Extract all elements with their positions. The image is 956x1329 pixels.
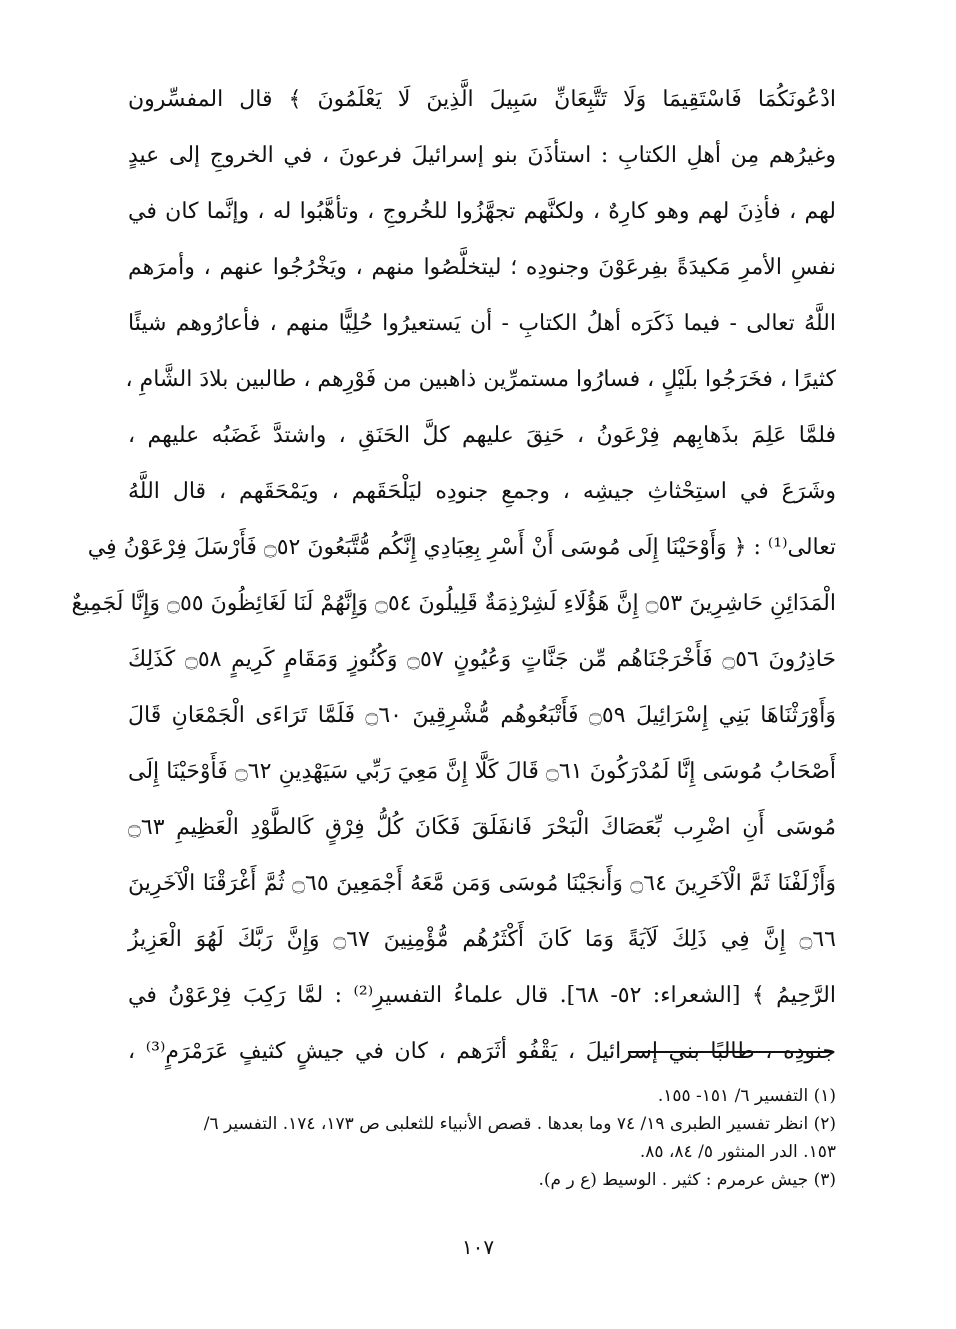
text-line-17: الرَّحِيمُ ﴾ [الشعراء: ٥٢- ٦٨]. قال علماءُ التفسيرِ⁽²⁾ : لمَّا رَكِبَ فِرْعَوْنُ في <box>128 983 836 1008</box>
footnotes <box>128 1082 836 1194</box>
text-line-16: ۝٦٦ إِنَّ فِي ذَلِكَ لَآيَةً وَمَا كَانَ أَكْثَرُهُم مُّؤْمِنِينَ ۝٦٧ وَإِنَّ رَبَّكَ لَهُوَ الْعَزِيزُ <box>128 927 836 952</box>
footnote-2-continued: ١٥٣. الدر المنثور ٥/ ٨٤، ٨٥. <box>639 1142 836 1162</box>
text-line-5: اللَّهُ تعالى - فيما ذَكَرَه أهلُ الكتابِ - أن يَستعيرُوا حُلِيًّا منهم ، فأعارُوهم شيئًا <box>128 311 836 336</box>
main-text <box>71 72 837 1080</box>
text-line-18: جنودِه ، طالبًا بني إسرائيلَ ، يَقْفُو أثَرَهم ، كان في جيشٍ كثيفٍ عَرَمْرَمٍ⁽³⁾ ، <box>128 1039 836 1064</box>
text-line-10: الْمَدَائِنِ حَاشِرِينَ ۝٥٣ إِنَّ هَؤُلَاءِ لَشِرْذِمَةٌ قَلِيلُونَ ۝٥٤ وَإِنَّهُمْ لَنَا لَغَائِظُونَ ۝٥٥ وَإِنَّا لَجَمِيعٌ <box>71 591 836 616</box>
text-line-3: لهم ، فأذِنَ لهم وهو كارِهٌ ، ولكنَّهم تجهَّزُوا للخُروجِ ، وتأهَّبُوا له ، وإنَّما كان في <box>128 199 836 224</box>
footnote-3: (٣) جيش عرمرم : كثير . الوسيط (ع ر م). <box>538 1170 836 1190</box>
footnote-2: (٢) انظر تفسير الطبرى ١٩/ ٧٤ وما بعدها . قصص الأنبياء للثعلبى ص ١٧٣، ١٧٤. التفسير ٦/ <box>203 1114 836 1134</box>
text-line-13: أَصْحَابُ مُوسَى إِنَّا لَمُدْرَكُونَ ۝٦١ قَالَ كَلَّا إِنَّ مَعِيَ رَبِّي سَيَهْدِينِ ۝٦٢ فَأَوْحَيْنَا إِلَى <box>128 759 837 784</box>
text-line-14: مُوسَى أَنِ اضْرِب بِّعَصَاكَ الْبَحْرَ فَانفَلَقَ فَكَانَ كُلُّ فِرْقٍ كَالطَّوْدِ الْعَظِيمِ ۝٦٣ <box>128 815 836 840</box>
footnote-separator <box>628 1051 834 1053</box>
text-line-15: وَأَزْلَفْنَا ثَمَّ الْآخَرِينَ ۝٦٤ وَأَنجَيْنَا مُوسَى وَمَن مَّعَهُ أَجْمَعِينَ ۝٦٥ ثُمَّ أَغْرَقْنَا الْآخَرِينَ <box>128 871 836 896</box>
text-line-6: كثيرًا ، فخَرَجُوا بلَيْلٍ ، فسارُوا مستمرِّين ذاهبين من فَوْرِهم ، طالبين بلادَ الشَّامِ ، <box>125 367 836 392</box>
text-line-2: وغيرُهم مِن أهلِ الكتابِ : استأذَنَ بنو إسرائيلَ فرعونَ ، في الخروجِ إلى عيدٍ <box>128 143 836 168</box>
text-line-9: تعالى⁽¹⁾ : ﴿ وَأَوْحَيْنَا إِلَى مُوسَى أَنْ أَسْرِ بِعِبَادِي إِنَّكُم مُّتَّبَعُونَ ۝٥٢ فَأَرْسَلَ فِرْعَوْنُ فِي <box>87 535 836 560</box>
text-line-11: حَاذِرُونَ ۝٥٦ فَأَخْرَجْنَاهُم مِّن جَنَّاتٍ وَعُيُونٍ ۝٥٧ وَكُنُوزٍ وَمَقَامٍ كَرِيمٍ ۝٥٨ كَذَلِكَ <box>128 647 837 672</box>
page-number: ١٠٧ <box>461 1235 495 1259</box>
text-line-8: وشَرَعَ في استِحْثاثِ جيشِه ، وجمعِ جنودِه ليَلْحَقَهم ، ويَمْحَقَهم ، قال اللَّهُ <box>128 479 836 504</box>
text-line-4: نفسِ الأمرِ مَكيدَةً بفِرعَوْنَ وجنودِه ؛ ليتخلَّصُوا منهم ، ويَخْرُجُوا عنهم ، وأمرَهم <box>128 255 836 280</box>
footnote-1: (١) التفسير ٦/ ١٥١- ١٥٥. <box>657 1086 836 1106</box>
text-line-1: ادْعُونَكُمَا فَاسْتَقِيمَا وَلَا تَتَّبِعَانِّ سَبِيلَ الَّذِينَ لَا يَعْلَمُونَ ﴾ قال المفسِّرون <box>128 87 836 112</box>
text-line-12: وَأَوْرَثْنَاهَا بَنِي إِسْرَائِيلَ ۝٥٩ فَأَتْبَعُوهُم مُّشْرِقِينَ ۝٦٠ فَلَمَّا تَرَاءَى الْجَمْعَانِ قَالَ <box>128 703 836 728</box>
text-line-7: فلمَّا عَلِمَ بذَهابِهم فِرْعَونُ ، حَنِقَ عليهم كلَّ الحَنَقِ ، واشتدَّ غَضَبُه عليهم ، <box>128 423 836 448</box>
